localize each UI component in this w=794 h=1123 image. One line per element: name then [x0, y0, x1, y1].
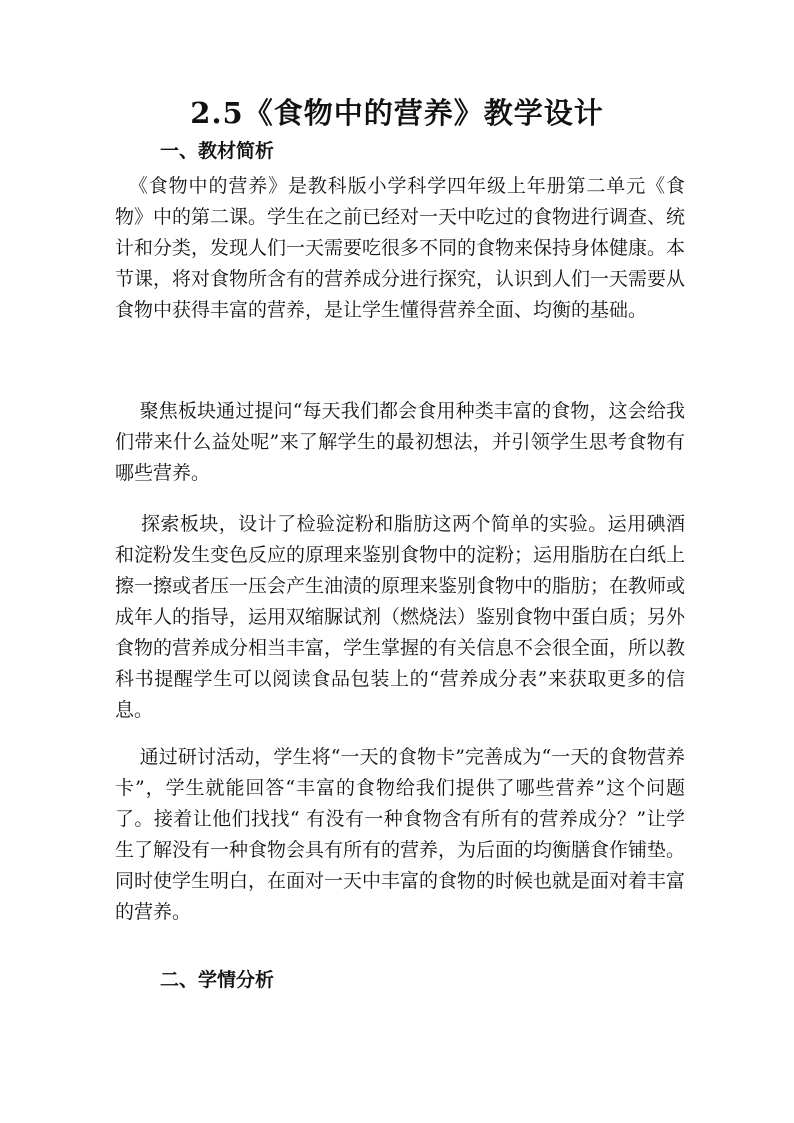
paragraph-explore-section: 探索板块，设计了检验淀粉和脂肪这两个简单的实验。运用碘酒和淀粉发生变色反应的原理来鉴别食物中的淀粉；运用脂肪在白纸上擦一擦或者压一压会产生油渍的原理来鉴别食物中的脂肪；在教师或成年人的指导，运用双缩脲试剂（燃烧法）鉴别食物中蛋白质；另外食物的营养成分相当丰富，学生掌握的有关信息不会很全面，所以教科书提醒学生可以阅读食品包装上的“营养成分表”来获取更多的信息。 — [115, 513, 686, 721]
section-heading-student-analysis: 二、学情分析 — [160, 969, 275, 991]
section-heading-textbook-analysis: 一、教材简析 — [160, 140, 275, 162]
paragraph-discussion-section: 通过研讨活动，学生将“一天的食物卡”完善成为“一天的食物营养卡”，学生就能回答“丰富的食物给我们提供了哪些营养”这个问题了。接着让他们找找“ 有没有一种食物含有所有的营养成分？”让学生了解没有一种食物会具有所有的营养，为后面的均衡膳食作铺垫。同时使学生明白，在面对一天中丰富的食物的时候也就是面对着丰富的营养。 — [115, 746, 686, 923]
paragraph-textbook-overview: 《食物中的营养》是教科版小学科学四年级上年册第二单元《食物》中的第二课。学生在之前已经对一天中吃过的食物进行调查、统计和分类，发现人们一天需要吃很多不同的食物来保持身体健康。本节课，将对食物所含有的营养成分进行探究，认识到人们一天需要从食物中获得丰富的营养，是让学生懂得营养全面、均衡的基础。 — [115, 175, 686, 321]
paragraph-focus-section: 聚焦板块通过提问“每天我们都会食用种类丰富的食物，这会给我们带来什么益处呢”来了解学生的最初想法，并引领学生思考食物有哪些营养。 — [115, 400, 685, 484]
document-title: 2.5《食物中的营养》教学设计 — [190, 96, 604, 130]
